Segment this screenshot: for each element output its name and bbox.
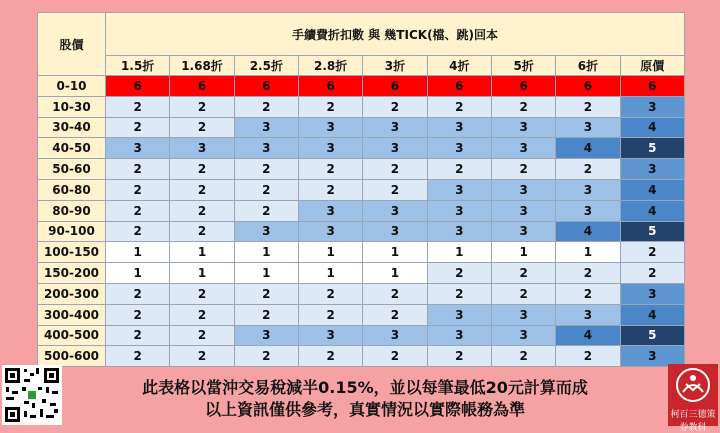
tick-cell: 3 <box>556 304 620 325</box>
column-header: 2.5折 <box>234 56 298 76</box>
price-range-cell: 80-90 <box>38 200 106 221</box>
tick-cell: 2 <box>298 346 362 367</box>
main-header: 手續費折扣數 與 幾TICK(檔、跳)回本 <box>106 13 685 56</box>
tick-cell: 3 <box>556 179 620 200</box>
tick-cell: 3 <box>363 200 427 221</box>
tick-cell: 3 <box>427 304 491 325</box>
tick-cell: 4 <box>620 179 684 200</box>
table-row <box>38 221 685 242</box>
tick-cell: 2 <box>106 200 170 221</box>
price-range-cell: 0-10 <box>38 76 106 97</box>
tick-cell: 3 <box>491 304 555 325</box>
tick-cell: 6 <box>620 76 684 97</box>
tick-cell: 2 <box>556 96 620 117</box>
qr-code-icon <box>2 365 62 425</box>
tick-cell: 1 <box>170 263 234 284</box>
tick-cell: 6 <box>170 76 234 97</box>
tick-cell: 3 <box>298 117 362 138</box>
price-range-cell: 150-200 <box>38 263 106 284</box>
tick-cell: 5 <box>620 221 684 242</box>
tick-cell: 2 <box>556 283 620 304</box>
price-range-cell: 50-60 <box>38 159 106 180</box>
table-row <box>38 242 685 263</box>
table-row <box>38 117 685 138</box>
tick-cell: 2 <box>170 346 234 367</box>
price-header: 股價 <box>38 13 106 76</box>
tick-cell: 1 <box>298 263 362 284</box>
tick-cell: 3 <box>298 138 362 159</box>
tick-cell: 3 <box>620 283 684 304</box>
column-header: 1.68折 <box>170 56 234 76</box>
price-range-cell: 500-600 <box>38 346 106 367</box>
tick-cell: 2 <box>491 346 555 367</box>
tick-cell: 2 <box>234 200 298 221</box>
table-row <box>38 96 685 117</box>
tick-cell: 2 <box>298 179 362 200</box>
tick-cell: 5 <box>620 325 684 346</box>
tick-cell: 2 <box>298 96 362 117</box>
column-header-row <box>38 56 685 76</box>
tick-cell: 3 <box>234 138 298 159</box>
tick-cell: 2 <box>234 179 298 200</box>
tick-cell: 2 <box>170 283 234 304</box>
tick-cell: 2 <box>620 242 684 263</box>
tick-cell: 2 <box>363 159 427 180</box>
tick-cell: 3 <box>427 325 491 346</box>
tick-cell: 2 <box>106 96 170 117</box>
tick-cell: 3 <box>620 346 684 367</box>
tick-cell: 3 <box>106 138 170 159</box>
tick-cell: 2 <box>170 117 234 138</box>
tick-cell: 1 <box>363 263 427 284</box>
tick-cell: 1 <box>556 242 620 263</box>
tick-cell: 3 <box>363 138 427 159</box>
table-row <box>38 325 685 346</box>
tick-cell: 2 <box>106 221 170 242</box>
price-range-cell: 10-30 <box>38 96 106 117</box>
tick-cell: 3 <box>491 221 555 242</box>
tick-cell: 3 <box>491 179 555 200</box>
tick-cell: 2 <box>363 96 427 117</box>
price-range-cell: 30-40 <box>38 117 106 138</box>
table-row <box>38 304 685 325</box>
tick-cell: 3 <box>298 325 362 346</box>
table-body <box>38 76 685 367</box>
tick-cell: 6 <box>106 76 170 97</box>
tick-cell: 1 <box>363 242 427 263</box>
tick-cell: 3 <box>363 325 427 346</box>
tick-cell: 3 <box>234 117 298 138</box>
tick-cell: 2 <box>427 346 491 367</box>
tick-breakeven-table <box>37 12 685 367</box>
column-header: 6折 <box>556 56 620 76</box>
tick-cell: 3 <box>620 159 684 180</box>
price-range-cell: 300-400 <box>38 304 106 325</box>
tick-cell: 2 <box>298 159 362 180</box>
column-header: 2.8折 <box>298 56 362 76</box>
tick-cell: 2 <box>427 159 491 180</box>
column-header: 1.5折 <box>106 56 170 76</box>
tick-cell: 1 <box>234 263 298 284</box>
column-header: 3折 <box>363 56 427 76</box>
tick-cell: 2 <box>363 304 427 325</box>
tick-cell: 2 <box>106 179 170 200</box>
tick-cell: 2 <box>106 159 170 180</box>
tick-cell: 6 <box>363 76 427 97</box>
tick-cell: 2 <box>106 117 170 138</box>
tick-cell: 2 <box>620 263 684 284</box>
tick-cell: 6 <box>298 76 362 97</box>
tick-cell: 3 <box>427 138 491 159</box>
tick-cell: 6 <box>556 76 620 97</box>
tick-cell: 2 <box>427 283 491 304</box>
tick-cell: 1 <box>234 242 298 263</box>
tick-cell: 3 <box>234 325 298 346</box>
tick-cell: 2 <box>491 263 555 284</box>
price-range-cell: 100-150 <box>38 242 106 263</box>
tick-cell: 3 <box>491 325 555 346</box>
price-range-cell: 400-500 <box>38 325 106 346</box>
tick-cell: 3 <box>491 200 555 221</box>
tick-cell: 3 <box>427 221 491 242</box>
tick-cell: 6 <box>491 76 555 97</box>
tick-cell: 2 <box>170 304 234 325</box>
column-header: 5折 <box>491 56 555 76</box>
table-row <box>38 200 685 221</box>
price-range-cell: 40-50 <box>38 138 106 159</box>
tick-cell: 2 <box>363 283 427 304</box>
tick-cell: 3 <box>491 138 555 159</box>
tick-cell: 2 <box>106 346 170 367</box>
tick-cell: 3 <box>620 96 684 117</box>
tick-cell: 3 <box>556 200 620 221</box>
tick-cell: 3 <box>427 179 491 200</box>
tick-cell: 2 <box>170 96 234 117</box>
tick-cell: 4 <box>556 221 620 242</box>
tick-cell: 2 <box>170 221 234 242</box>
tick-cell: 3 <box>234 221 298 242</box>
tick-cell: 2 <box>106 304 170 325</box>
tick-cell: 1 <box>427 242 491 263</box>
price-range-cell: 90-100 <box>38 221 106 242</box>
tick-cell: 4 <box>620 304 684 325</box>
tick-cell: 2 <box>363 346 427 367</box>
tick-cell: 2 <box>234 96 298 117</box>
price-range-cell: 200-300 <box>38 283 106 304</box>
tick-cell: 2 <box>427 96 491 117</box>
table-row <box>38 179 685 200</box>
tick-cell: 2 <box>556 263 620 284</box>
tick-cell: 2 <box>234 346 298 367</box>
tick-cell: 2 <box>491 96 555 117</box>
tick-cell: 2 <box>491 159 555 180</box>
table-row <box>38 76 685 97</box>
tick-cell: 2 <box>363 179 427 200</box>
tick-cell: 4 <box>620 200 684 221</box>
table-row <box>38 283 685 304</box>
tick-cell: 2 <box>234 159 298 180</box>
price-range-cell: 60-80 <box>38 179 106 200</box>
tick-cell: 3 <box>298 200 362 221</box>
table-row <box>38 159 685 180</box>
table-row <box>38 138 685 159</box>
tick-cell: 5 <box>620 138 684 159</box>
tick-cell: 6 <box>234 76 298 97</box>
tick-cell: 6 <box>427 76 491 97</box>
tick-cell: 2 <box>170 179 234 200</box>
tick-cell: 3 <box>170 138 234 159</box>
logo-emblem-icon <box>668 364 718 404</box>
footer-note-1: 此表格以當沖交易稅減半0.15%，並以每筆最低20元計算而成 <box>142 378 588 397</box>
tick-cell: 3 <box>363 221 427 242</box>
tick-cell: 2 <box>170 325 234 346</box>
tick-cell: 3 <box>491 117 555 138</box>
tick-cell: 2 <box>491 283 555 304</box>
brand-logo <box>668 364 718 433</box>
logo-text: 柯百三德策 券教科 <box>670 410 716 433</box>
table-row <box>38 263 685 284</box>
tick-cell: 3 <box>298 221 362 242</box>
tick-cell: 2 <box>298 304 362 325</box>
tick-cell: 1 <box>491 242 555 263</box>
tick-cell: 2 <box>106 325 170 346</box>
tick-cell: 3 <box>363 117 427 138</box>
footer-note-2: 以上資訊僅供參考，真實情況以實際帳務為準 <box>204 400 525 419</box>
tick-cell: 2 <box>234 304 298 325</box>
tick-cell: 2 <box>298 283 362 304</box>
tick-cell: 1 <box>106 263 170 284</box>
tick-cell: 2 <box>170 200 234 221</box>
tick-cell: 3 <box>427 200 491 221</box>
column-header: 4折 <box>427 56 491 76</box>
table-row <box>38 346 685 367</box>
tick-cell: 4 <box>556 138 620 159</box>
tick-cell: 1 <box>170 242 234 263</box>
tick-cell: 1 <box>106 242 170 263</box>
tick-cell: 4 <box>620 117 684 138</box>
tick-cell: 2 <box>106 283 170 304</box>
column-header: 原價 <box>620 56 684 76</box>
tick-cell: 3 <box>427 117 491 138</box>
tick-cell: 3 <box>556 117 620 138</box>
tick-cell: 2 <box>234 283 298 304</box>
tick-cell: 2 <box>556 346 620 367</box>
tick-cell: 2 <box>427 263 491 284</box>
tick-cell: 1 <box>298 242 362 263</box>
tick-cell: 2 <box>170 159 234 180</box>
tick-cell: 4 <box>556 325 620 346</box>
tick-cell: 2 <box>556 159 620 180</box>
